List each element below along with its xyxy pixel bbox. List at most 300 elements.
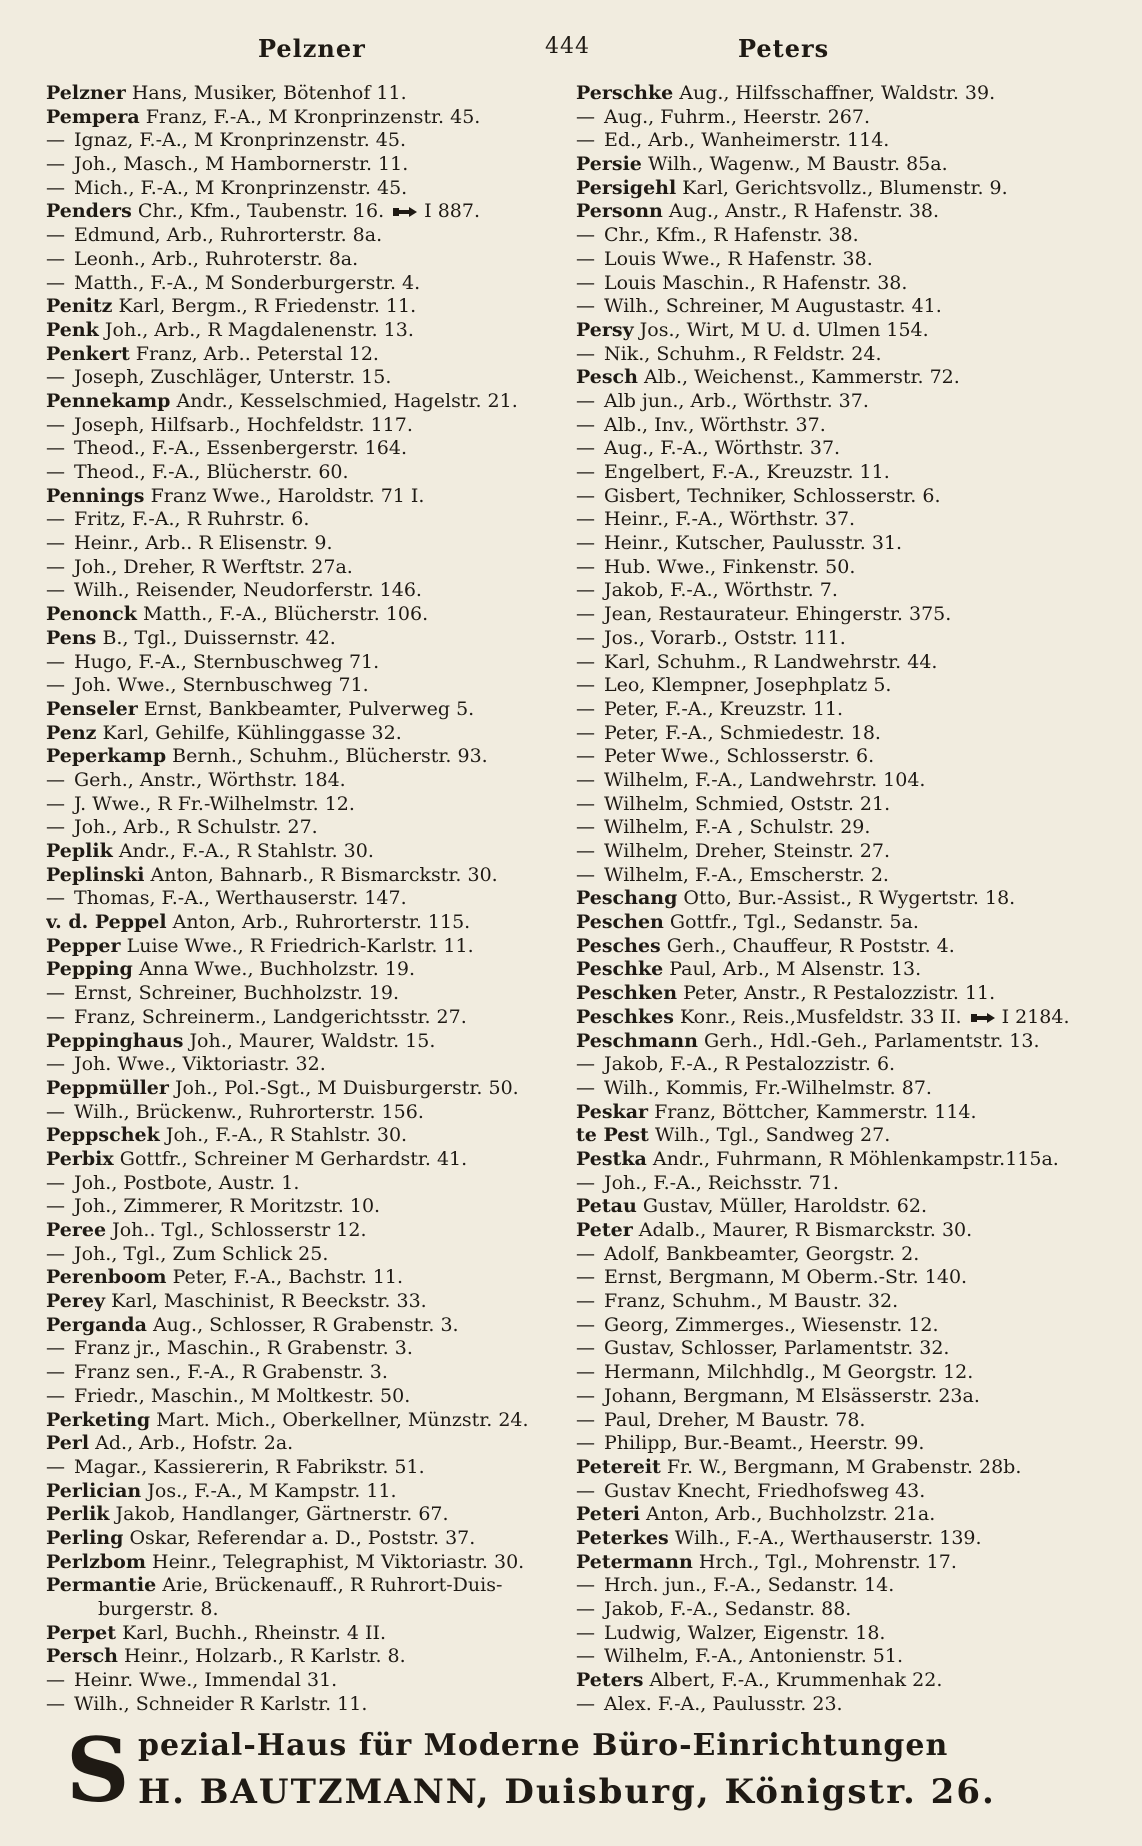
entry-surname: Peschke: [576, 958, 664, 981]
entry-surname: Permantie: [46, 1574, 157, 1597]
repeat-dash: —: [46, 1100, 65, 1123]
entry-details: Ad., Arb., Hofstr. 2a.: [95, 1432, 294, 1455]
directory-entry: [576, 674, 1116, 698]
entry-surname: Penonck: [46, 603, 137, 626]
entry-details: Karl, Bergm., R Friedenstr. 11.: [118, 295, 417, 318]
repeat-dash: —: [46, 1242, 65, 1265]
repeat-dash: —: [576, 1432, 595, 1455]
repeat-dash: —: [576, 1645, 595, 1668]
directory-entry: [46, 579, 566, 603]
entry-details: Hrch. jun., F.-A., Sedanstr. 14.: [604, 1574, 895, 1597]
advertisement-footer: [66, 1718, 1066, 1822]
entry-details: Heinr., Holzarb., R Karlstr. 8.: [124, 1645, 406, 1668]
entry-details: Joh., Arb., R Schulstr. 27.: [74, 816, 318, 839]
entry-surname: Penz: [46, 721, 97, 744]
repeat-dash: —: [576, 816, 595, 839]
directory-entry: [46, 722, 566, 746]
entry-surname: Peterkes: [576, 1526, 669, 1549]
directory-entry: [46, 1124, 566, 1148]
phone-number: I 2184.: [1001, 1005, 1070, 1028]
entry-surname: Pelzner: [46, 82, 126, 104]
entry-details: Peter, F.-A., Schmiedestr. 18.: [604, 721, 881, 744]
entry-details: Gustav, Müller, Haroldstr. 62.: [642, 1195, 928, 1218]
entry-details: Oskar, Referendar a. D., Poststr. 37.: [129, 1526, 476, 1549]
directory-entry: [576, 1456, 1116, 1480]
entry-details: Georg, Zimmerges., Wiesenstr. 12.: [604, 1313, 939, 1336]
entry-surname: Peters: [576, 1669, 644, 1692]
repeat-dash: —: [46, 224, 65, 247]
entry-details: Franz sen., F.-A., R Grabenstr. 3.: [74, 1361, 388, 1384]
repeat-dash: —: [46, 366, 65, 389]
directory-entry: [576, 769, 1116, 793]
entry-details: Heinr., Arb.. R Elisenstr. 9.: [74, 532, 333, 555]
phone-number: I 887.: [424, 200, 481, 223]
repeat-dash: —: [576, 413, 595, 436]
entry-details: Franz, Schuhm., M Baustr. 32.: [604, 1290, 899, 1313]
directory-entry: [576, 248, 1116, 272]
directory-entry: [576, 1337, 1116, 1361]
entry-surname: Peppschek: [46, 1124, 160, 1147]
directory-entry: [576, 485, 1116, 509]
repeat-dash: —: [576, 1361, 595, 1384]
directory-entry: [46, 1195, 566, 1219]
directory-entry: [576, 390, 1116, 414]
entry-details: Louis Wwe., R Hafenstr. 38.: [604, 247, 873, 270]
directory-entry: [46, 295, 566, 319]
directory-entry: [576, 272, 1116, 296]
entry-details: Wilhelm, Schmied, Oststr. 21.: [604, 792, 891, 815]
repeat-dash: —: [46, 887, 65, 910]
directory-entry: [576, 1503, 1116, 1527]
directory-entry: [576, 295, 1116, 319]
entry-details: Mich., F.-A., M Kronprinzenstr. 45.: [74, 176, 408, 199]
entry-surname: Penseler: [46, 697, 138, 720]
entry-surname: Perpet: [46, 1621, 117, 1644]
entry-surname: Pesches: [576, 934, 661, 957]
directory-entry: [46, 177, 566, 201]
entry-details: Wilh., Schreiner, M Augustastr. 41.: [604, 295, 942, 318]
directory-entry: [46, 698, 566, 722]
directory-entry: [576, 982, 1116, 1006]
entry-details: Joh., F.-A., R Stahlstr. 30.: [165, 1124, 408, 1147]
entry-details: Heinr., Kutscher, Paulusstr. 31.: [604, 532, 903, 555]
directory-entry: [576, 1480, 1116, 1504]
repeat-dash: —: [576, 555, 595, 578]
directory-entry: [46, 1574, 566, 1598]
repeat-dash: —: [46, 532, 65, 555]
repeat-dash: —: [576, 1290, 595, 1313]
entry-details: Anton, Arb., Buchholzstr. 21a.: [646, 1503, 936, 1526]
directory-entry: [576, 1148, 1116, 1172]
repeat-dash: —: [46, 650, 65, 673]
repeat-dash: —: [576, 461, 595, 483]
page-number: 444: [545, 34, 590, 59]
directory-entry: [46, 532, 566, 556]
repeat-dash: —: [46, 413, 65, 436]
entry-details: Wilh., Tgl., Sandweg 27.: [654, 1124, 891, 1147]
directory-entry: [576, 698, 1116, 722]
directory-entry: [576, 1432, 1116, 1456]
entry-details: burgerstr. 8.: [98, 1598, 219, 1620]
repeat-dash: —: [576, 1692, 595, 1715]
directory-entry: [576, 177, 1116, 201]
entry-surname: v. d. Peppel: [46, 911, 167, 934]
directory-entry: [576, 1598, 1116, 1622]
entry-surname: Penitz: [46, 295, 113, 318]
entry-details: Joh., Masch., M Hambornerstr. 11.: [74, 153, 409, 176]
directory-entry: [576, 1006, 1116, 1030]
entry-details: Wilh., Reisender, Neudorferstr. 146.: [74, 579, 422, 602]
repeat-dash: —: [576, 603, 595, 626]
directory-entry: [576, 793, 1116, 817]
entry-details: Wilhelm, F.-A., Landwehrstr. 104.: [604, 768, 926, 791]
repeat-dash: —: [576, 745, 595, 768]
repeat-dash: —: [576, 342, 595, 365]
entry-details: Theod., F.-A., Essenbergerstr. 164.: [74, 437, 407, 460]
directory-entry: [46, 1693, 566, 1717]
entry-details: Wilh., Brückenw., Ruhrorterstr. 156.: [74, 1100, 424, 1123]
entry-details: Bernh., Schuhm., Blücherstr. 93.: [172, 745, 488, 768]
entry-details: Jakob, Handlanger, Gärtnerstr. 67.: [115, 1503, 449, 1526]
entry-surname: Perketing: [46, 1408, 151, 1431]
directory-entry: [576, 1290, 1116, 1314]
repeat-dash: —: [46, 982, 65, 1005]
repeat-dash: —: [576, 1337, 595, 1360]
repeat-dash: —: [576, 295, 595, 318]
entry-surname: Personn: [576, 200, 663, 223]
directory-entry: [576, 1266, 1116, 1290]
entry-details: Joh., Tgl., Zum Schlick 25.: [74, 1242, 329, 1265]
directory-entry: [576, 603, 1116, 627]
telephone-icon: [970, 1011, 996, 1025]
entry-details: Peter, Anstr., R Pestalozzistr. 11.: [683, 982, 996, 1005]
entry-surname: Peschken: [576, 982, 678, 1005]
directory-entry: [46, 1243, 566, 1267]
directory-entry: [46, 1172, 566, 1196]
repeat-dash: —: [576, 1479, 595, 1502]
repeat-dash: —: [576, 1574, 595, 1597]
directory-entry: [576, 627, 1116, 651]
right-column: [576, 82, 1116, 1716]
entry-surname: Perganda: [46, 1313, 147, 1336]
entry-details: Joh., Maurer, Waldstr. 15.: [189, 1029, 436, 1052]
entry-details: Jos., Vorarb., Oststr. 111.: [604, 626, 846, 649]
directory-entry: [576, 1030, 1116, 1054]
directory-entry: [576, 911, 1116, 935]
entry-details: Andr., Fuhrmann, R Möhlenkampstr.115a.: [652, 1147, 1059, 1170]
ad-initial: S: [66, 1718, 130, 1822]
repeat-dash: —: [576, 863, 595, 886]
entry-details: Gisbert, Techniker, Schlosserstr. 6.: [604, 484, 941, 507]
entry-details: Joh., F.-A., Reichsstr. 71.: [604, 1171, 839, 1194]
directory-entry: [46, 343, 566, 367]
entry-surname: Perenboom: [46, 1266, 167, 1289]
directory-entry: [46, 224, 566, 248]
entry-details: Wilh., F.-A., Werthauserstr. 139.: [674, 1526, 982, 1549]
entry-details: Johann, Bergmann, M Elsässerstr. 23a.: [604, 1384, 980, 1407]
entry-details: Hans, Musiker, Bötenhof 11.: [131, 82, 407, 104]
directory-entry: [576, 816, 1116, 840]
repeat-dash: —: [46, 1384, 65, 1407]
repeat-dash: —: [576, 1076, 595, 1099]
directory-entry: [46, 272, 566, 296]
repeat-dash: —: [46, 816, 65, 839]
directory-entry: [46, 556, 566, 580]
entry-details: Joh., Postbote, Austr. 1.: [74, 1171, 300, 1194]
entry-details: Alex. F.-A., Paulusstr. 23.: [604, 1692, 843, 1715]
entry-details: Gerh., Hdl.-Geh., Parlamentstr. 13.: [704, 1029, 1040, 1052]
repeat-dash: —: [46, 1361, 65, 1384]
repeat-dash: —: [46, 579, 65, 602]
entry-details: Joh., Arb., R Magdalenenstr. 13.: [104, 318, 414, 341]
directory-entry: [576, 366, 1116, 390]
repeat-dash: —: [576, 224, 595, 247]
entry-surname: Persie: [576, 153, 642, 176]
entry-details: Matth., F.-A., Blücherstr. 106.: [142, 603, 429, 626]
entry-details: Franz, F.-A., M Kronprinzenstr. 45.: [145, 105, 481, 128]
entry-details: Franz, Schreinerm., Landgerichtsstr. 27.: [74, 1005, 467, 1028]
entry-details: Magar., Kassiererin, R Fabrikstr. 51.: [74, 1455, 425, 1478]
directory-entry: [46, 840, 566, 864]
entry-surname: Peter: [576, 1219, 633, 1241]
directory-entry: [46, 1148, 566, 1172]
repeat-dash: —: [46, 1053, 65, 1076]
repeat-dash: —: [576, 697, 595, 720]
entry-details: Heinr., Telegraphist, M Viktoriastr. 30.: [152, 1550, 525, 1573]
entry-surname: Pempera: [46, 105, 140, 128]
entry-details: Gottfr., Schreiner M Gerhardstr. 41.: [119, 1147, 468, 1170]
entry-surname: Perbix: [46, 1147, 114, 1170]
telephone-icon: [392, 205, 418, 219]
entry-details: Gerh., Anstr., Wörthstr. 184.: [74, 768, 346, 791]
entry-details: Philipp, Bur.-Beamt., Heerstr. 99.: [604, 1432, 925, 1455]
entry-details: Joh.. Tgl., Schlosserstr 12.: [112, 1219, 367, 1241]
entry-surname: Perl: [46, 1432, 90, 1455]
entry-surname: Pepper: [46, 934, 121, 957]
entry-details: Heinr. Wwe., Immendal 31.: [74, 1669, 338, 1692]
entry-details: Hugo, F.-A., Sternbuschweg 71.: [74, 650, 380, 673]
repeat-dash: —: [46, 437, 65, 460]
entry-details: Nik., Schuhm., R Feldstr. 24.: [604, 342, 882, 365]
repeat-dash: —: [46, 792, 65, 815]
entry-details: Anton, Arb., Ruhrorterstr. 115.: [172, 911, 471, 934]
entry-surname: Peree: [46, 1219, 107, 1241]
directory-entry: [576, 106, 1116, 130]
entry-surname: Persch: [46, 1645, 118, 1668]
repeat-dash: —: [46, 1669, 65, 1692]
repeat-dash: —: [46, 1171, 65, 1194]
repeat-dash: —: [46, 508, 65, 531]
directory-entry: [46, 485, 566, 509]
directory-entry: [46, 390, 566, 414]
entry-details: Peter, F.-A., Kreuzstr. 11.: [604, 697, 844, 720]
directory-entry: [576, 1101, 1116, 1125]
repeat-dash: —: [576, 247, 595, 270]
entry-details: Aug., Hilfsschaffner, Waldstr. 39.: [679, 82, 996, 104]
repeat-dash: —: [46, 768, 65, 791]
repeat-dash: —: [46, 555, 65, 578]
directory-entry: [576, 414, 1116, 438]
entry-details: Gustav Knecht, Friedhofsweg 43.: [604, 1479, 926, 1502]
entry-details: Hrch., Tgl., Mohrenstr. 17.: [698, 1550, 957, 1573]
repeat-dash: —: [576, 721, 595, 744]
entry-details: Franz, Böttcher, Kammerstr. 114.: [654, 1100, 977, 1123]
entry-surname: Perey: [46, 1290, 106, 1313]
entry-details: Andr., F.-A., R Stahlstr. 30.: [118, 840, 374, 862]
repeat-dash: —: [576, 579, 595, 602]
directory-entry: [46, 1456, 566, 1480]
directory-entry: [46, 1503, 566, 1527]
entry-details: Anton, Bahnarb., R Bismarckstr. 30.: [150, 863, 498, 886]
directory-entry: [576, 1243, 1116, 1267]
entry-details: Theod., F.-A., Blücherstr. 60.: [74, 461, 349, 483]
entry-details: B., Tgl., Duissernstr. 42.: [102, 626, 336, 649]
directory-entry: [576, 200, 1116, 224]
entry-surname: Peskar: [576, 1100, 649, 1123]
directory-entry: [576, 958, 1116, 982]
entry-details: Albert, F.-A., Krummenhak 22.: [649, 1669, 943, 1692]
entry-details: Joh., Zimmerer, R Moritzstr. 10.: [74, 1195, 381, 1218]
directory-entry: [46, 627, 566, 651]
repeat-dash: —: [46, 1337, 65, 1360]
directory-entry: [576, 579, 1116, 603]
directory-entry: [46, 1385, 566, 1409]
entry-details: Joseph, Zuschläger, Unterstr. 15.: [74, 366, 392, 389]
entry-details: Paul, Arb., M Alsenstr. 13.: [669, 958, 922, 981]
directory-entry: [576, 1551, 1116, 1575]
directory-entry: [46, 1290, 566, 1314]
entry-details: Karl, Maschinist, R Beeckstr. 33.: [111, 1290, 427, 1313]
repeat-dash: —: [576, 508, 595, 531]
entry-details: Peter, F.-A., Bachstr. 11.: [172, 1266, 404, 1289]
entry-surname: Perlik: [46, 1503, 110, 1526]
entry-surname: te Pest: [576, 1124, 649, 1147]
entry-details: Thomas, F.-A., Werthauserstr. 147.: [74, 887, 407, 910]
entry-details: Paul, Dreher, M Baustr. 78.: [604, 1408, 866, 1431]
entry-details: Wilhelm, F.-A., Antonienstr. 51.: [604, 1645, 904, 1668]
entry-details: J. Wwe., R Fr.-Wilhelmstr. 12.: [74, 792, 355, 815]
entry-details: Ed., Arb., Wanheimerstr. 114.: [604, 129, 890, 152]
entry-surname: Pesch: [576, 366, 638, 389]
directory-entry: [46, 864, 566, 888]
entry-details: Karl, Gehilfe, Kühlinggasse 32.: [102, 721, 402, 744]
directory-entry: [46, 153, 566, 177]
directory-entry: [576, 556, 1116, 580]
left-column: [46, 82, 566, 1716]
entry-details: Friedr., Maschin., M Moltkestr. 50.: [74, 1384, 411, 1407]
page-header: [0, 34, 1142, 74]
entry-details: Wilh., Wagenw., M Baustr. 85a.: [647, 153, 948, 176]
entry-details: Heinr., F.-A., Wörthstr. 37.: [604, 508, 856, 531]
directory-entry: [576, 1124, 1116, 1148]
directory-entry: [46, 248, 566, 272]
entry-details: Anna Wwe., Buchholzstr. 19.: [138, 958, 416, 981]
entry-surname: Pestka: [576, 1147, 647, 1170]
directory-entry: [576, 722, 1116, 746]
directory-entry: [46, 1337, 566, 1361]
entry-details: Franz jr., Maschin., R Grabenstr. 3.: [74, 1337, 413, 1360]
entry-details: Jakob, F.-A., R Pestalozzistr. 6.: [604, 1053, 896, 1076]
entry-details: Mart. Mich., Oberkellner, Münzstr. 24.: [156, 1408, 529, 1431]
entry-details: Franz Wwe., Haroldstr. 71 I.: [150, 484, 425, 507]
directory-entry: [46, 1480, 566, 1504]
entry-surname: Peteri: [576, 1503, 640, 1526]
directory-entry: [576, 508, 1116, 532]
entry-surname: Peppinghaus: [46, 1029, 184, 1052]
directory-entry: [46, 1266, 566, 1290]
entry-surname: Persy: [576, 318, 634, 341]
entry-surname: Peperkamp: [46, 745, 167, 768]
entry-surname: Penkert: [46, 342, 130, 365]
directory-entry: [46, 82, 566, 106]
directory-entry: [46, 1432, 566, 1456]
repeat-dash: —: [46, 176, 65, 199]
entry-details: Adalb., Maurer, R Bismarckstr. 30.: [638, 1219, 973, 1241]
directory-entry: [46, 603, 566, 627]
repeat-dash: —: [46, 153, 65, 176]
entry-details: Fr. W., Bergmann, M Grabenstr. 28b.: [666, 1455, 1022, 1478]
directory-entry: [576, 935, 1116, 959]
entry-surname: Peplinski: [46, 863, 145, 886]
directory-entry: [576, 1053, 1116, 1077]
entry-details: Peter Wwe., Schlosserstr. 6.: [604, 745, 875, 768]
directory-entry: [46, 1669, 566, 1693]
repeat-dash: —: [576, 768, 595, 791]
ad-company: H. BAUTZMANN, Duisburg, Königstr. 26.: [138, 1772, 996, 1812]
entry-surname: Peschmann: [576, 1029, 698, 1052]
repeat-dash: —: [576, 129, 595, 152]
directory-entry: [46, 674, 566, 698]
entry-surname: Persigehl: [576, 176, 677, 199]
repeat-dash: —: [576, 674, 595, 697]
repeat-dash: —: [576, 1053, 595, 1076]
directory-entry: [46, 319, 566, 343]
repeat-dash: —: [576, 626, 595, 649]
entry-details: Jean, Restaurateur. Ehingerstr. 375.: [604, 603, 952, 626]
directory-entry: [46, 1030, 566, 1054]
directory-entry: [46, 1077, 566, 1101]
entry-details: Leo, Klempner, Josephplatz 5.: [604, 674, 892, 697]
entry-details: Ernst, Bergmann, M Oberm.-Str. 140.: [604, 1266, 968, 1289]
repeat-dash: —: [576, 1384, 595, 1407]
entry-details: Jos., Wirt, M U. d. Ulmen 154.: [639, 318, 929, 341]
repeat-dash: —: [576, 437, 595, 460]
entry-details: Chr., Kfm., Taubenstr. 16.: [137, 200, 385, 223]
repeat-dash: —: [576, 1171, 595, 1194]
repeat-dash: —: [576, 1313, 595, 1336]
repeat-dash: —: [576, 650, 595, 673]
repeat-dash: —: [46, 461, 65, 483]
directory-entry: [46, 1527, 566, 1551]
repeat-dash: —: [576, 1408, 595, 1431]
directory-entry: [576, 864, 1116, 888]
directory-entry: [576, 153, 1116, 177]
entry-details: Luise Wwe., R Friedrich-Karlstr. 11.: [126, 934, 474, 957]
directory-entry: [576, 840, 1116, 864]
entry-details: Aug., Schlosser, R Grabenstr. 3.: [152, 1313, 459, 1336]
entry-details: Ignaz, F.-A., M Kronprinzenstr. 45.: [74, 129, 407, 152]
entry-surname: Petermann: [576, 1550, 693, 1573]
entry-surname: Pennekamp: [46, 389, 171, 412]
entry-surname: Perlzbom: [46, 1550, 146, 1573]
directory-entry: [576, 343, 1116, 367]
entry-details: Karl, Gerichtsvollz., Blumenstr. 9.: [682, 176, 1008, 199]
entry-details: Wilhelm, F.-A., Emscherstr. 2.: [604, 863, 889, 886]
entry-details: Karl, Buchh., Rheinstr. 4 II.: [122, 1621, 387, 1644]
entry-surname: Pepping: [46, 958, 133, 981]
entry-details: Jos., F.-A., M Kampstr. 11.: [147, 1479, 397, 1502]
directory-entry: [46, 769, 566, 793]
